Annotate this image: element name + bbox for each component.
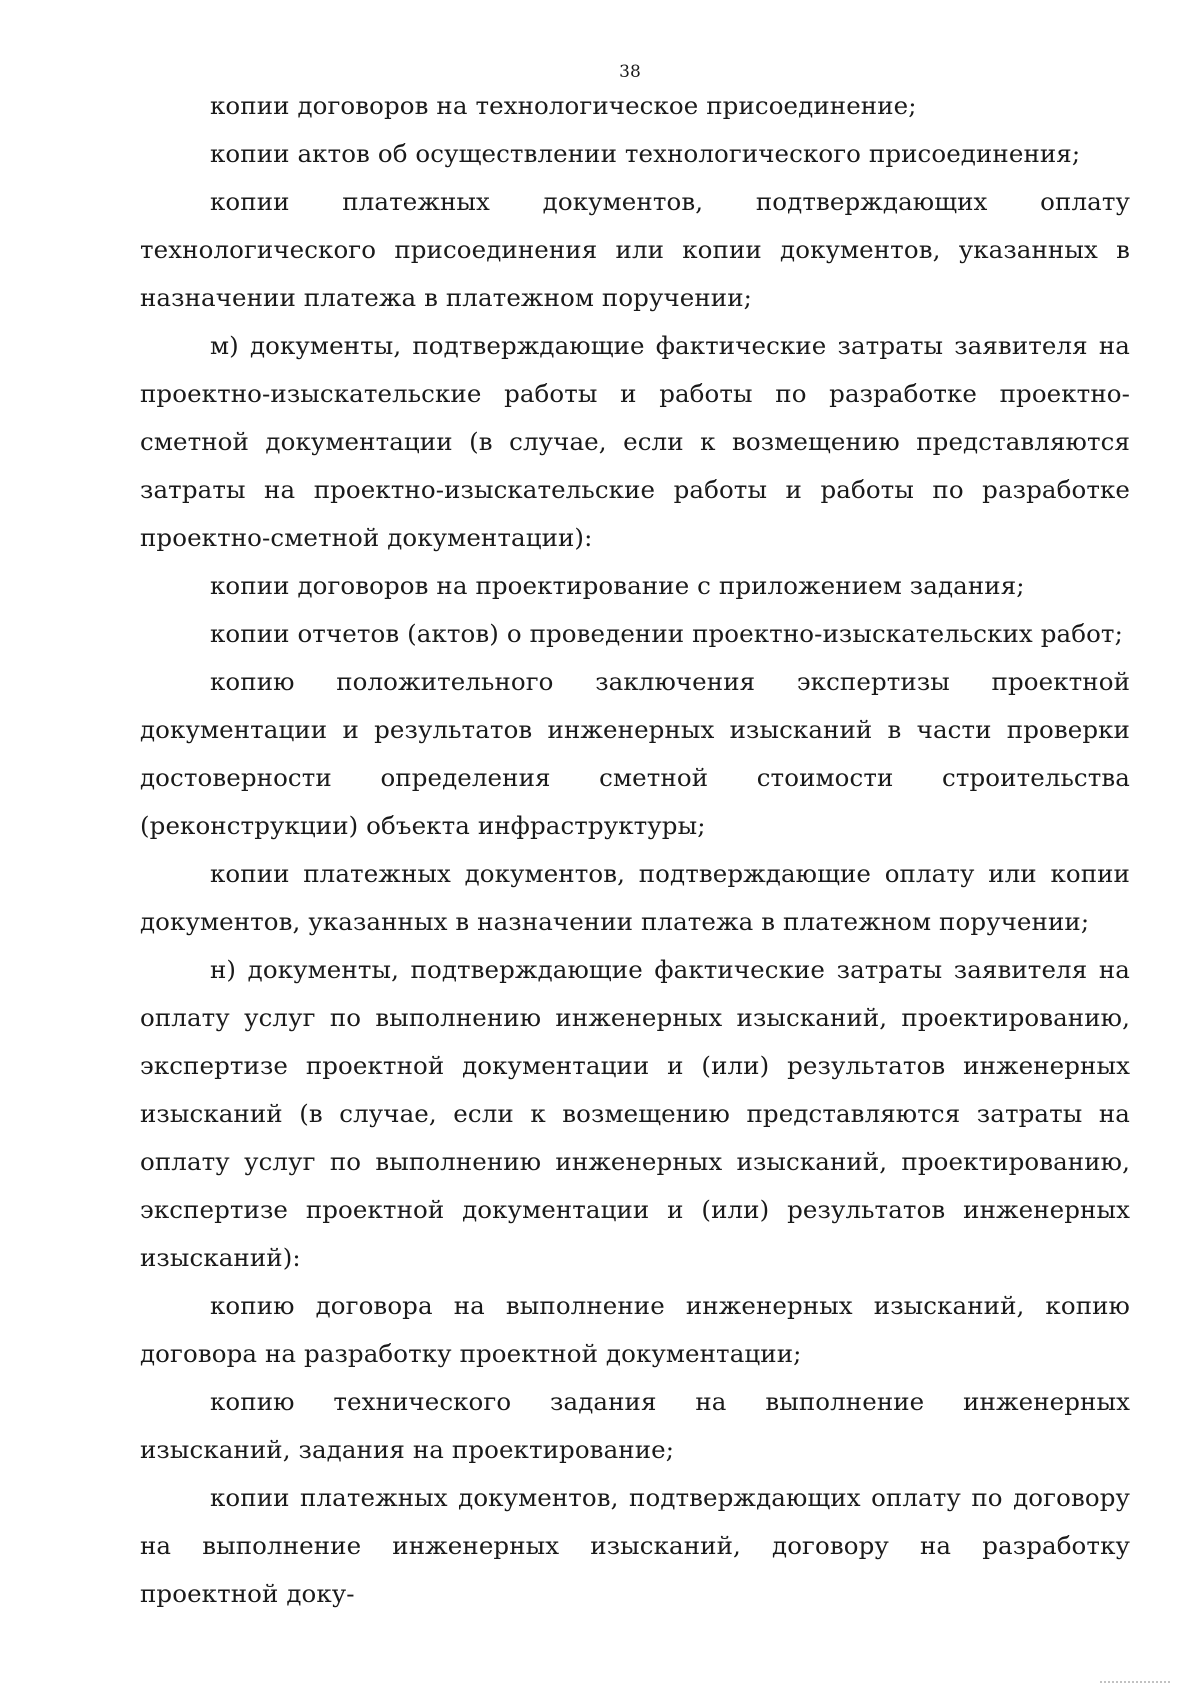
paragraph-11: копию технического задания на выполнение инженерных изысканий, задания на проектирование; — [140, 1387, 1130, 1464]
paragraph-10: копию договора на выполнение инженерных изысканий, копию договора на разработку проектной документации; — [140, 1291, 1130, 1368]
document-body — [140, 82, 1130, 1618]
paragraph-6: копии отчетов (актов) о проведении проектно-изыскательских работ; — [210, 619, 1123, 648]
page-number: 38 — [619, 62, 641, 82]
paragraph-9-item-n: н) документы, подтверждающие фактические затраты заявителя на оплату услуг по выполнению инженерных изысканий, проектированию, экспертизе проектной документации и (или) результатов инженерных изысканий (в случае, если к возмещению представляются затраты на оплату услуг по выполнению инженерных изысканий, проектированию, экспертизе проектной документации и (или) результатов инженерных изысканий): — [140, 955, 1130, 1272]
paragraph-3: копии платежных документов, подтверждающих оплату технологического присоединения или копии документов, указанных в назначении платежа в платежном поручении; — [140, 187, 1130, 312]
paragraph-2: копии актов об осуществлении технологического присоединения; — [210, 139, 1081, 168]
paragraph-5: копии договоров на проектирование с приложением задания; — [210, 571, 1025, 600]
paragraph-7: копию положительного заключения экспертизы проектной документации и результатов инженерных изысканий в части проверки достоверности определения сметной стоимости строительства (реконструкции) объекта инфраструктуры; — [140, 667, 1130, 840]
paragraph-4-item-m: м) документы, подтверждающие фактические затраты заявителя на проектно-изыскательские работы и работы по разработке проектно-сметной документации (в случае, если к возмещению представляются затраты на проектно-изыскательские работы и работы по разработке проектно-сметной документации): — [140, 331, 1130, 552]
paragraph-1: копии договоров на технологическое присоединение; — [210, 91, 917, 120]
scan-artifact-mark — [1100, 1675, 1170, 1683]
paragraph-12: копии платежных документов, подтверждающих оплату по договору на выполнение инженерных изысканий, договору на разработку проектной доку- — [140, 1483, 1130, 1608]
paragraph-8: копии платежных документов, подтверждающие оплату или копии документов, указанных в назначении платежа в платежном поручении; — [140, 859, 1130, 936]
